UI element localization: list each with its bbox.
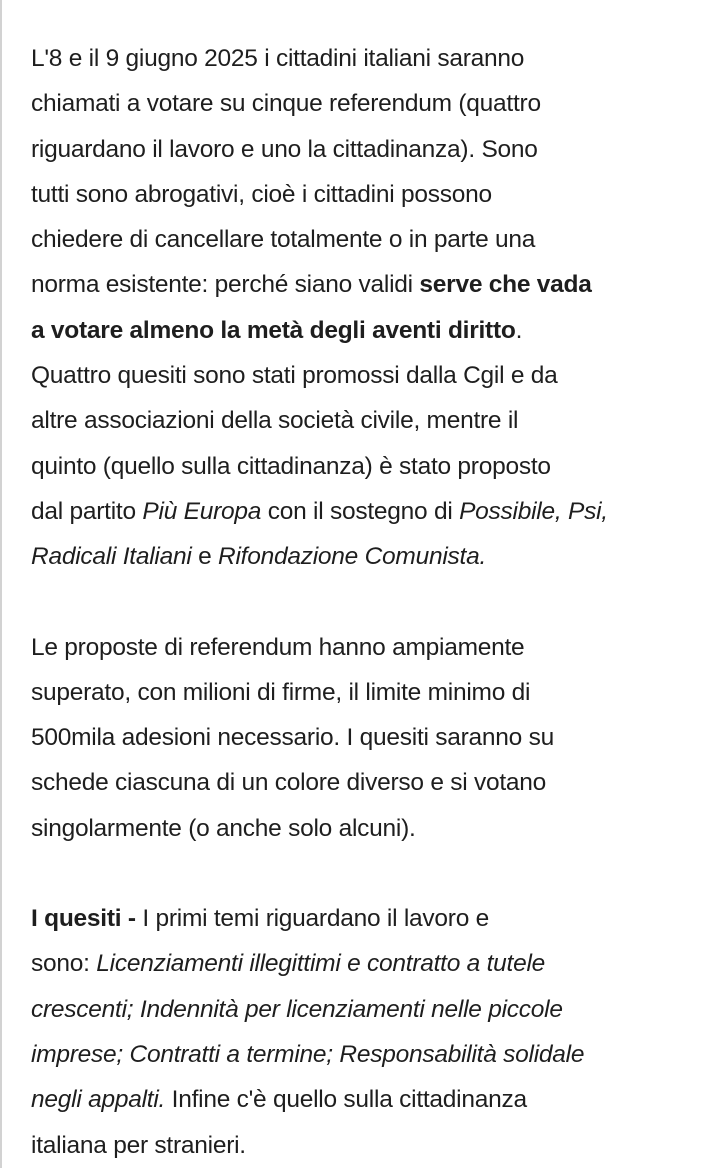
text-line — [31, 489, 691, 534]
bold-text: serve che vada — [419, 271, 592, 299]
text-run: italiana per stranieri. — [31, 1131, 246, 1159]
italic-text: Licenziamenti illegittimi e contratto a tutele — [96, 950, 546, 978]
text-line — [31, 36, 691, 81]
text-line — [31, 398, 691, 443]
text-run: riguardano il lavoro e uno la cittadinanza). Sono — [31, 135, 538, 163]
text-line — [31, 1032, 691, 1077]
paragraph-questions — [31, 896, 691, 1168]
text-line — [31, 760, 691, 805]
text-run: chiedere di cancellare totalmente o in parte una — [31, 226, 536, 254]
text-run: 500mila adesioni necessario. I quesiti saranno su — [31, 724, 554, 752]
text-run: tutti sono abrogativi, cioè i cittadini possono — [31, 180, 492, 208]
article-body — [31, 36, 691, 1168]
text-run: . — [515, 316, 523, 344]
paragraph-signatures — [31, 625, 691, 851]
italic-text: imprese; Contratti a termine; Responsabilità solidale — [31, 1040, 585, 1068]
text-line — [31, 127, 691, 172]
text-run: norma esistente: perché siano validi — [31, 271, 420, 299]
italic-text: crescenti; Indennità per licenziamenti nelle piccole — [31, 995, 563, 1023]
italic-text: Radicali Italiani — [31, 543, 192, 571]
text-run: L'8 e il 9 giugno 2025 i cittadini italiani saranno — [31, 45, 525, 72]
text-run: I primi temi riguardano il lavoro e — [135, 905, 489, 933]
text-line — [31, 941, 691, 986]
text-run: Quattro quesiti sono stati promossi dalla Cgil e da — [31, 362, 558, 390]
text-line — [31, 262, 691, 307]
text-line — [31, 625, 691, 670]
text-run: Le proposte di referendum hanno ampiamente — [31, 633, 525, 661]
italic-text: Rifondazione Comunista. — [218, 543, 487, 571]
bold-text: a votare almeno la metà degli aventi diritto — [31, 316, 516, 344]
text-line — [31, 1123, 691, 1168]
text-run: chiamati a votare su cinque referendum (quattro — [31, 90, 541, 118]
text-run: sono: — [31, 950, 97, 978]
text-run: quinto (quello sulla cittadinanza) è stato proposto — [31, 452, 551, 480]
text-run: superato, con milioni di firme, il limite minimo di — [31, 678, 531, 706]
text-line — [31, 715, 691, 760]
text-line — [31, 896, 691, 941]
text-run: Infine c'è quello sulla cittadinanza — [165, 1086, 527, 1114]
text-run: con il sostegno di — [261, 497, 460, 525]
text-line — [31, 1077, 691, 1122]
text-line — [31, 534, 691, 579]
text-line — [31, 444, 691, 489]
text-run: dal partito — [31, 497, 143, 525]
italic-text: Possibile, Psi, — [459, 497, 608, 525]
text-run: e — [191, 543, 219, 571]
text-run: altre associazioni della società civile, mentre il — [31, 407, 519, 435]
text-line — [31, 81, 691, 126]
text-run: schede ciascuna di un colore diverso e si votano — [31, 769, 547, 797]
text-line — [31, 217, 691, 262]
italic-text: Più Europa — [142, 497, 262, 525]
bold-text: I quesiti - — [31, 905, 136, 933]
text-line — [31, 172, 691, 217]
italic-text: negli appalti. — [31, 1086, 166, 1114]
text-line — [31, 308, 691, 353]
text-line — [31, 353, 691, 398]
left-border-line — [0, 0, 2, 1168]
paragraph-intro — [31, 36, 691, 580]
text-line — [31, 670, 691, 715]
text-line — [31, 806, 691, 851]
text-line — [31, 987, 691, 1032]
text-run: singolarmente (o anche solo alcuni). — [31, 814, 416, 842]
